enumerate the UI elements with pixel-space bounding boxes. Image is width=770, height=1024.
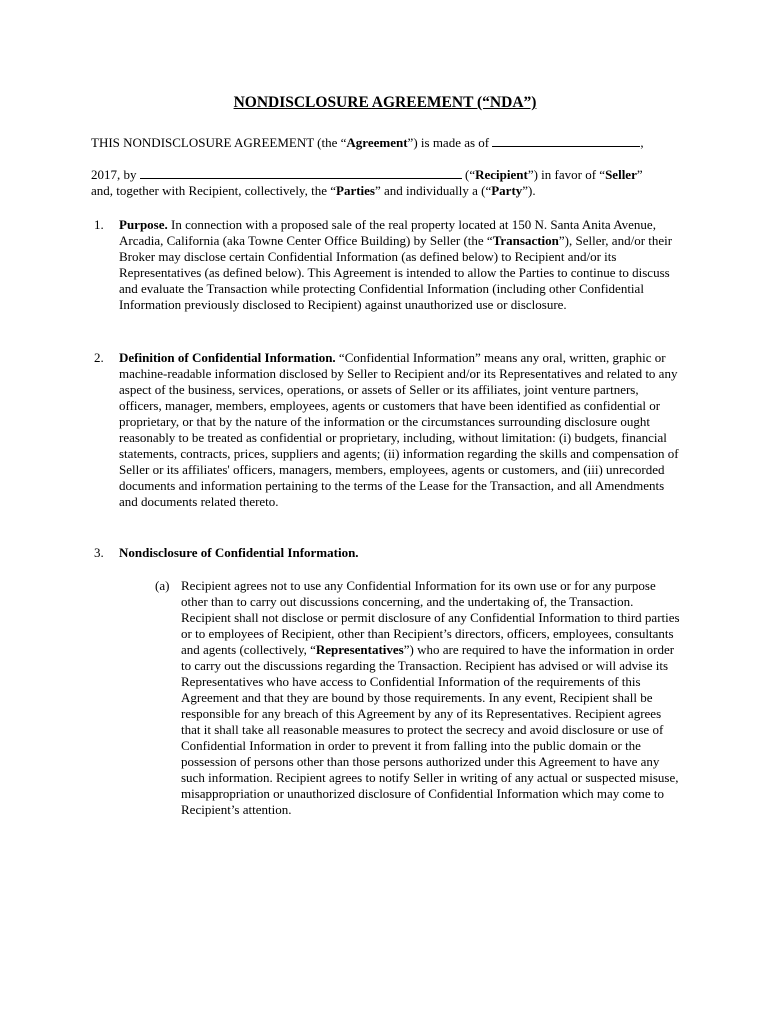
seller-term: Seller (605, 167, 637, 182)
section-heading: Definition of Confidential Information. (119, 350, 336, 365)
section-text: ”), Seller, and/or their Broker may disclose certain Confidential Information (as defined below) to Recipient and/or its Representatives (as defined below). This Agreement is intended to allow the Parties to continue to discuss and evaluate the Transaction while protecting Confidential Information (including other Confidential Information previously disclosed to Recipient) against unauthorized use or disclosure. (119, 233, 673, 312)
intro-text: and, together with Recipient, collectively, the “ (91, 183, 336, 198)
section-purpose (94, 217, 679, 313)
representatives-term: Representatives (315, 642, 404, 657)
recipient-term: Recipient (475, 167, 528, 182)
subsection-text: ”) who are required to have the information in order to carry out the discussions regarding the Transaction. Recipient has advised or will advise its Representatives who have access to Confidential Information of the requirements of this Agreement and that they are bound by those requirements. In any event, Recipient shall be responsible for any breach of this Agreement by any of its Representatives. Recipient agrees that it shall take all reasonable measures to protect the secrecy and avoid disclosure or use of Confidential Information in order to prevent it from falling into the public domain or the possession of persons other than those persons authorized under this Agreement to have any such information. Recipient agrees to notify Seller in writing of any actual or suspected misuse, misappropriation or unauthorized disclosure of Confidential Information which may come to Recipient’s attention. (181, 642, 679, 817)
intro-text: ”) in favor of “ (527, 167, 606, 182)
section-nondisclosure (94, 545, 679, 561)
intro-line-3 (91, 183, 691, 199)
section-heading: Nondisclosure of Confidential Information. (119, 545, 359, 560)
intro-text: ”). (522, 183, 536, 198)
intro-text: 2017, by (91, 167, 137, 182)
transaction-term: Transaction (492, 233, 559, 248)
subsection-number: (a) (155, 578, 170, 593)
document-title: NONDISCLOSURE AGREEMENT (“NDA”) (233, 94, 537, 111)
section-text: “Confidential Information” means any oral, written, graphic or machine-readable information disclosed by Seller to Recipient and/or its Representatives and related to any aspect of the business, services, operations, or assets of Seller or its affiliates, joint venture partners, officers, manager, members, employees, agents or customers that have been identified as confidential or proprietary, or that by the nature of the information or the circumstances surrounding disclosure ought reasonably to be treated as confidential or proprietary, including, without limitation: (i) budgets, financial statements, contracts, prices, suppliers and agents; (ii) information regarding the skills and compensation of Seller or its affiliates' officers, managers, members, employees, agents or customers, and (iii) unrecorded documents and information pertaining to the terms of the Lease for the Transaction, and all Amendments and documents related thereto. (119, 350, 679, 509)
party-term: Party (491, 183, 523, 198)
section-number: 2. (94, 350, 104, 365)
intro-paragraph (91, 167, 691, 199)
agreement-term: Agreement (346, 135, 408, 150)
recipient-blank-field[interactable] (140, 167, 462, 179)
parties-term: Parties (336, 183, 375, 198)
intro-text: ” and individually a (“ (374, 183, 492, 198)
intro-text: , (640, 135, 644, 150)
section-number: 3. (94, 545, 104, 560)
subsection-text: Recipient agrees not to use any Confidential Information for its own use or for any purpose other than to carry out discussions concerning, and the undertaking of, the Transaction. Recipient shall not disclose or permit disclosure of any Confidential Information to third parties or to employees of Recipient, other than Recipient’s directors, officers, employees, consultants and agents (collectively, “ (181, 578, 680, 657)
subsection-a (155, 578, 681, 818)
section-number: 1. (94, 217, 104, 232)
intro-text: THIS NONDISCLOSURE AGREEMENT (the “ (91, 135, 347, 150)
intro-text: ”) is made as of (407, 135, 490, 150)
intro-line-2 (91, 167, 691, 183)
intro-text: (“ (461, 167, 476, 182)
section-text: In connection with a proposed sale of the real property located at 150 N. Santa Anita Avenue, Arcadia, California (aka Towne Center Office Building) by Seller (the “ (119, 217, 656, 248)
intro-text: ” (636, 167, 643, 182)
section-definition (94, 350, 679, 510)
section-heading: Purpose. (119, 217, 168, 232)
date-blank-field[interactable] (492, 135, 640, 147)
intro-line-1 (91, 135, 691, 151)
